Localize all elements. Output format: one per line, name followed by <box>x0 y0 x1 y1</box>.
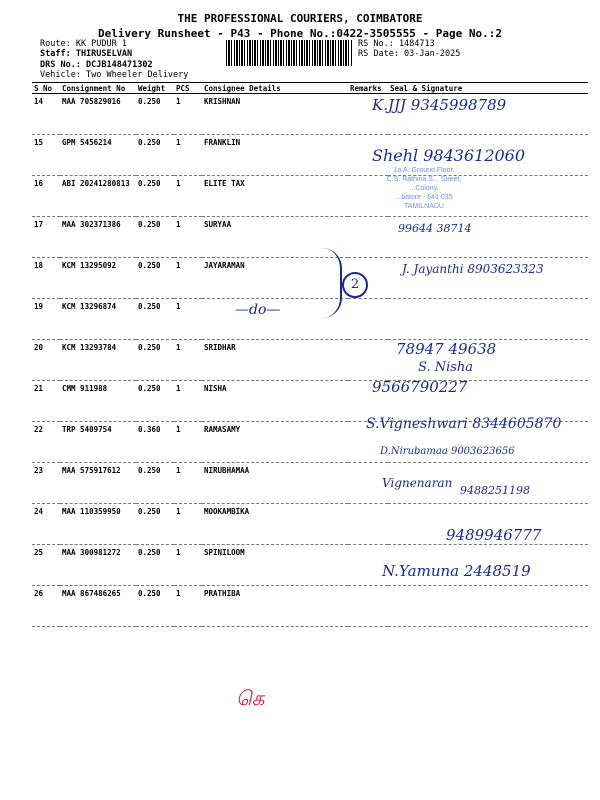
col-consignment: Consignment No <box>60 83 136 94</box>
row-pcs: 1 <box>174 176 202 217</box>
row-consignment-no: MAA 705829016 <box>60 94 136 135</box>
stamp-line: ...Colony, <box>409 185 439 192</box>
row-sno: 26 <box>32 586 60 627</box>
row-pcs: 1 <box>174 217 202 258</box>
row-remarks <box>348 299 388 340</box>
row-sno: 23 <box>32 463 60 504</box>
row-consignment-no: MAA 300981272 <box>60 545 136 586</box>
staff-label: Staff: THIRUSELVAN <box>40 49 133 59</box>
row-weight: 0.250 <box>136 381 174 422</box>
signature-row-25: 9489946777 <box>446 526 542 544</box>
signature-row-24-phone: 9488251198 <box>460 484 530 497</box>
row-pcs: 1 <box>174 135 202 176</box>
row-pcs: 1 <box>174 422 202 463</box>
row-pcs: 1 <box>174 258 202 299</box>
row-pcs: 1 <box>174 340 202 381</box>
row-consignee: SURYAA <box>202 217 348 258</box>
row-weight: 0.360 <box>136 422 174 463</box>
row-weight: 0.250 <box>136 94 174 135</box>
signature-row-23: D.Nirubamaa 9003623656 <box>380 446 515 457</box>
ditto-mark: —do— <box>235 302 281 318</box>
col-remarks: Remarks <box>348 83 388 94</box>
row-consignment-no: KCM 13295092 <box>60 258 136 299</box>
row-pcs: 1 <box>174 381 202 422</box>
row-consignment-no: TRP 5409754 <box>60 422 136 463</box>
row-consignment-no: MAA 575917612 <box>60 463 136 504</box>
stamp-line: 1a A. Ground Floor, <box>393 167 455 174</box>
row-consignee: ELITE TAX <box>202 176 348 217</box>
row-sno: 20 <box>32 340 60 381</box>
red-initials-mark: கெ <box>236 686 265 710</box>
row-weight: 0.250 <box>136 176 174 217</box>
row-weight: 0.250 <box>136 504 174 545</box>
row-consignment-no: MAA 110359950 <box>60 504 136 545</box>
row-sno: 21 <box>32 381 60 422</box>
table-row <box>32 217 588 258</box>
signature-row-14: K.JJJ 9345998789 <box>372 96 507 114</box>
col-consignee: Consignee Details <box>202 83 348 94</box>
stamp-line: C.S. Rathina S... Street, <box>386 176 462 183</box>
rs-no-label: RS No.: 1484713 <box>358 39 435 49</box>
row-consignment-no: MAA 867486265 <box>60 586 136 627</box>
table-row <box>32 586 588 627</box>
row-sno: 19 <box>32 299 60 340</box>
stamp-line: ...batore - 641 035 <box>395 194 453 201</box>
stamp-line: TAMILNADU <box>404 203 444 210</box>
row-consignment-no: ABI 20241280813 <box>60 176 136 217</box>
barcode <box>226 40 352 66</box>
row-consignee: RAMASAMY <box>202 422 348 463</box>
row-consignee: PRATHIBA <box>202 586 348 627</box>
signature-row-15: Shehl 9843612060 <box>372 146 526 165</box>
row-consignee: MOOKAMBIKA <box>202 504 348 545</box>
company-title: THE PROFESSIONAL COURIERS, COIMBATORE <box>177 12 423 25</box>
row-signature <box>388 586 588 627</box>
row-weight: 0.250 <box>136 545 174 586</box>
signature-row-21-name: S. Nisha <box>418 360 474 375</box>
row-pcs: 1 <box>174 94 202 135</box>
row-remarks <box>348 340 388 381</box>
row-sno: 16 <box>32 176 60 217</box>
table-row <box>32 463 588 504</box>
row-sno: 15 <box>32 135 60 176</box>
col-signature: Seal & Signature <box>388 83 588 94</box>
signature-row-17: 99644 38714 <box>398 222 472 235</box>
row-pcs: 1 <box>174 463 202 504</box>
row-remarks <box>348 586 388 627</box>
row-signature <box>388 299 588 340</box>
row-consignee: SPINILOOM <box>202 545 348 586</box>
row-consignment-no: MAA 302371386 <box>60 217 136 258</box>
signature-row-20: 78947 49638 <box>396 340 497 358</box>
row-weight: 0.250 <box>136 586 174 627</box>
table-row <box>32 299 588 340</box>
row-sno: 18 <box>32 258 60 299</box>
table-row <box>32 176 588 217</box>
row-consignee: JAYARAMAN <box>202 258 348 299</box>
grouping-bracket <box>322 248 342 318</box>
row-remarks <box>348 217 388 258</box>
row-sno: 25 <box>32 545 60 586</box>
row-pcs: 1 <box>174 504 202 545</box>
row-consignee: FRANKLIN <box>202 135 348 176</box>
circled-count: 2 <box>342 272 368 298</box>
signature-row-19: J. Jayanthi 8903623323 <box>402 262 544 276</box>
row-consignee: NISHA <box>202 381 348 422</box>
row-weight: 0.250 <box>136 135 174 176</box>
row-consignment-no: CMM 911988 <box>60 381 136 422</box>
row-weight: 0.250 <box>136 340 174 381</box>
rs-date-label: RS Date: 03-Jan-2025 <box>358 49 461 59</box>
row-weight: 0.250 <box>136 463 174 504</box>
row-consignment-no: KCM 13293784 <box>60 340 136 381</box>
signature-row-26: N.Yamuna 2448519 <box>382 562 531 580</box>
table-header-row <box>32 83 588 94</box>
signature-row-24-name: Vignenaran <box>382 476 453 490</box>
row-sno: 14 <box>32 94 60 135</box>
row-sno: 22 <box>32 422 60 463</box>
row-consignee: NIRUBHAMAA <box>202 463 348 504</box>
row-pcs: 1 <box>174 545 202 586</box>
signature-row-21-phone: 9566790227 <box>372 378 468 396</box>
row-consignee: KRISHNAN <box>202 94 348 135</box>
row-sno: 17 <box>32 217 60 258</box>
row-pcs: 1 <box>174 586 202 627</box>
row-consignment-no: KCM 13296874 <box>60 299 136 340</box>
row-consignment-no: GPM 5456214 <box>60 135 136 176</box>
row-weight: 0.250 <box>136 299 174 340</box>
vehicle-label: Vehicle: Two Wheeler Delivery <box>40 70 189 80</box>
route-label: Route: KK PUDUR 1 <box>40 39 127 49</box>
signature-row-22: S.Vigneshwari 8344605870 <box>366 416 562 432</box>
row-weight: 0.250 <box>136 217 174 258</box>
row-pcs: 1 <box>174 299 202 340</box>
row-sno: 24 <box>32 504 60 545</box>
row-remarks <box>348 504 388 545</box>
col-weight: Weight <box>136 83 174 94</box>
col-pcs: PCS <box>174 83 202 94</box>
drs-label: DRS No.: DCJB148471302 <box>40 60 153 70</box>
row-consignee: SRIDHAR <box>202 340 348 381</box>
col-sno: S No <box>32 83 60 94</box>
table-row <box>32 340 588 381</box>
row-weight: 0.250 <box>136 258 174 299</box>
runsheet-title: Delivery Runsheet - P43 - Phone No.:0422-3505555 - Page No.:2 <box>98 27 502 40</box>
